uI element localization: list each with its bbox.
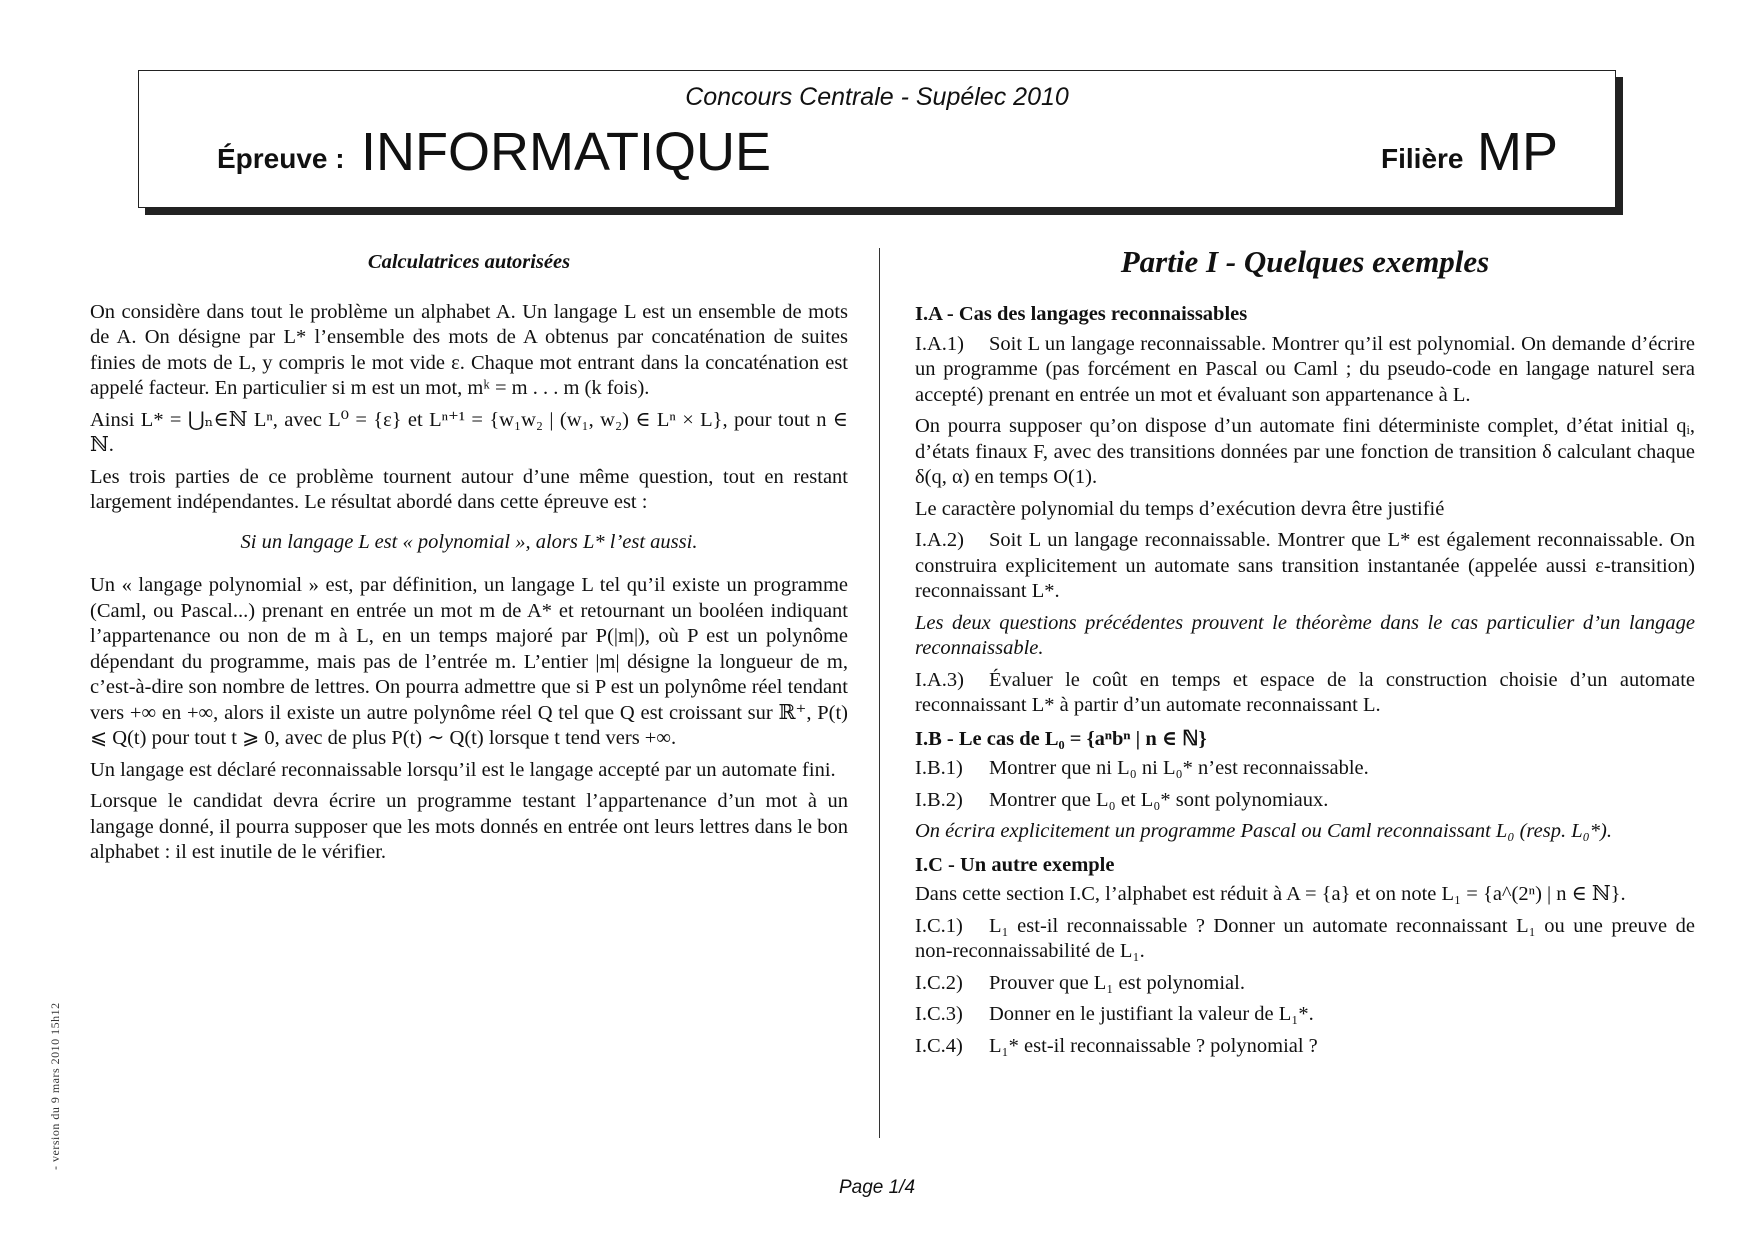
question-number: I.A.2): [915, 529, 964, 551]
question-number: I.C.4): [915, 1034, 963, 1057]
ib-note: On écrira explicitement un programme Pascal ou Caml reconnaissant L₀ (resp. L₀*).: [915, 820, 1612, 842]
question-number: I.A.3): [915, 668, 964, 691]
question-text: L₁* est-il reconnaissable ? polynomial ?: [989, 1034, 1318, 1057]
intro-paragraph: On considère dans tout le problème un alphabet A. Un langage L est un ensemble de mots de A. On désigne par L* l’ensemble des mots de A obtenus par concaténation de suites finies de mots de L, y compris le mot vide ε. Chaque mot entrant dans la concaténation est appelé facteur. En particulier si m est un mot, mᵏ = m . . . m (k fois).: [90, 300, 848, 399]
question-text: Soit L un langage reconnaissable. Montrer qu’il est polynomial. On demande d’écrire un programme (pas forcément en Pascal ou Caml ; du pseudo-code en langage naturel sera accepté) prenant en entrée un mot et évaluant son appartenance à L.: [915, 332, 1695, 406]
question-ia2: [915, 528, 1695, 605]
ia1-hint: On pourra supposer qu’on dispose d’un automate fini déterministe complet, d’état initial qᵢ, d’états finaux F, avec des transitions données par une fonction de transition δ calculant chaque δ(q, α) en temps O(1).: [915, 415, 1695, 488]
section-ic-heading: I.C - Un autre exemple: [915, 853, 1115, 876]
version-stamp: - version du 9 mars 2010 15h12: [48, 1002, 62, 1170]
epreuve-label: Épreuve :: [217, 143, 345, 174]
question-ic1: [915, 914, 1695, 965]
header-box: [138, 70, 1616, 208]
filiere-value: MP: [1477, 122, 1558, 182]
question-ic2: [915, 971, 1695, 997]
question-number: I.C.2): [915, 971, 963, 994]
question-number: I.B.2): [915, 788, 963, 811]
question-number: I.A.1): [915, 332, 964, 355]
filiere-label: Filière: [1381, 143, 1464, 174]
polynomial-definition: Un « langage polynomial » est, par définition, un langage L tel qu’il existe un programme (Caml, ou Pascal...) prenant en entrée un mot m de A* et retournant un booléen indiquant l’appartenance ou non de m à L, en un temps majoré par P(|m|), où P est un polynôme dépendant du programme, mais pas de l’entrée m. L’entier |m| désigne la longueur de m, c’est-à-dire son nombre de lettres. On pourra admettre que si P est un polynôme réel tendant vers +∞ en +∞, alors il existe un autre polynôme réel Q tel que Q est croissant sur ℝ⁺, P(t) ⩽ Q(t) pour tout t ⩾ 0, avec de plus P(t) ∼ Q(t) lorsque t tend vers +∞.: [90, 574, 848, 749]
part-title: Partie I - Quelques exemples: [1120, 244, 1490, 279]
question-ia3: [915, 668, 1695, 719]
section-ia-heading: I.A - Cas des langages reconnaissables: [915, 303, 1248, 325]
question-number: I.C.1): [915, 914, 963, 937]
question-text: Donner en le justifiant la valeur de L₁*.: [989, 1003, 1314, 1025]
question-text: Prouver que L₁ est polynomial.: [989, 971, 1245, 994]
contest-title: Concours Centrale - Supélec 2010: [685, 83, 1069, 111]
question-number: I.B.1): [915, 757, 963, 779]
right-column: [915, 240, 1695, 1065]
ia2-note: Les deux questions précédentes prouvent le théorème dans le cas particulier d’un langage reconnaissable.: [915, 611, 1695, 659]
question-text: L₁ est-il reconnaissable ? Donner un automate reconnaissant L₁ ou une preuve de non-reconnaissabilité de L₁.: [915, 914, 1695, 962]
reconnaissable-definition: Un langage est déclaré reconnaissable lorsqu’il est le langage accepté par un automate fini.: [90, 758, 836, 781]
ia1-justification: Le caractère polynomial du temps d’exécution devra être justifié: [915, 497, 1445, 520]
question-text: Montrer que ni L₀ ni L₀* n’est reconnaissable.: [989, 757, 1369, 779]
left-column: [90, 250, 848, 872]
section-ib-heading: I.B - Le cas de L₀ = {aⁿbⁿ | n ∈ ℕ}: [915, 727, 1207, 750]
page-number: Page 1/4: [838, 1177, 916, 1198]
question-text: Soit L un langage reconnaissable. Montrer que L* est également reconnaissable. On construira explicitement un automate sans transition instantanée (appelée aussi ε-transition) reconnaissant L*.: [915, 529, 1695, 602]
question-ib2: [915, 788, 1695, 814]
candidat-paragraph: Lorsque le candidat devra écrire un programme testant l’appartenance d’un mot à un langage donné, il pourra supposer que les mots donnés en entrée ont leurs lettres dans le bon alphabet : il est inutile de le vérifier.: [90, 790, 848, 863]
trois-parties-paragraph: Les trois parties de ce problème tournent autour d’une même question, tout en restant largement indépendantes. Le résultat abordé dans cette épreuve est :: [90, 465, 848, 513]
ic-intro: Dans cette section I.C, l’alphabet est réduit à A = {a} et on note L₁ = {a^(2ⁿ) | n ∈ ℕ}.: [915, 883, 1626, 905]
question-number: I.C.3): [915, 1003, 963, 1025]
question-text: Montrer que L₀ et L₀* sont polynomiaux.: [989, 788, 1329, 811]
epreuve-value: INFORMATIQUE: [361, 122, 771, 182]
main-result-quote: Si un langage L est « polynomial », alors L* l’est aussi.: [240, 530, 698, 553]
question-ia1: [915, 332, 1695, 409]
calculators-note: Calculatrices autorisées: [367, 251, 571, 273]
question-ic3: [915, 1002, 1695, 1028]
question-ic4: [915, 1034, 1695, 1060]
question-ib1: [915, 756, 1695, 782]
column-divider: [879, 248, 880, 1138]
question-text: Évaluer le coût en temps et espace de la construction choisie d’un automate reconnaissant L* à partir d’un automate reconnaissant L.: [915, 668, 1695, 716]
ainsi-paragraph: Ainsi L* = ⋃ₙ∈ℕ Lⁿ, avec L⁰ = {ε} et Lⁿ⁺¹ = {w₁w₂ | (w₁, w₂) ∈ Lⁿ × L}, pour tout n ∈ ℕ.: [90, 408, 848, 456]
